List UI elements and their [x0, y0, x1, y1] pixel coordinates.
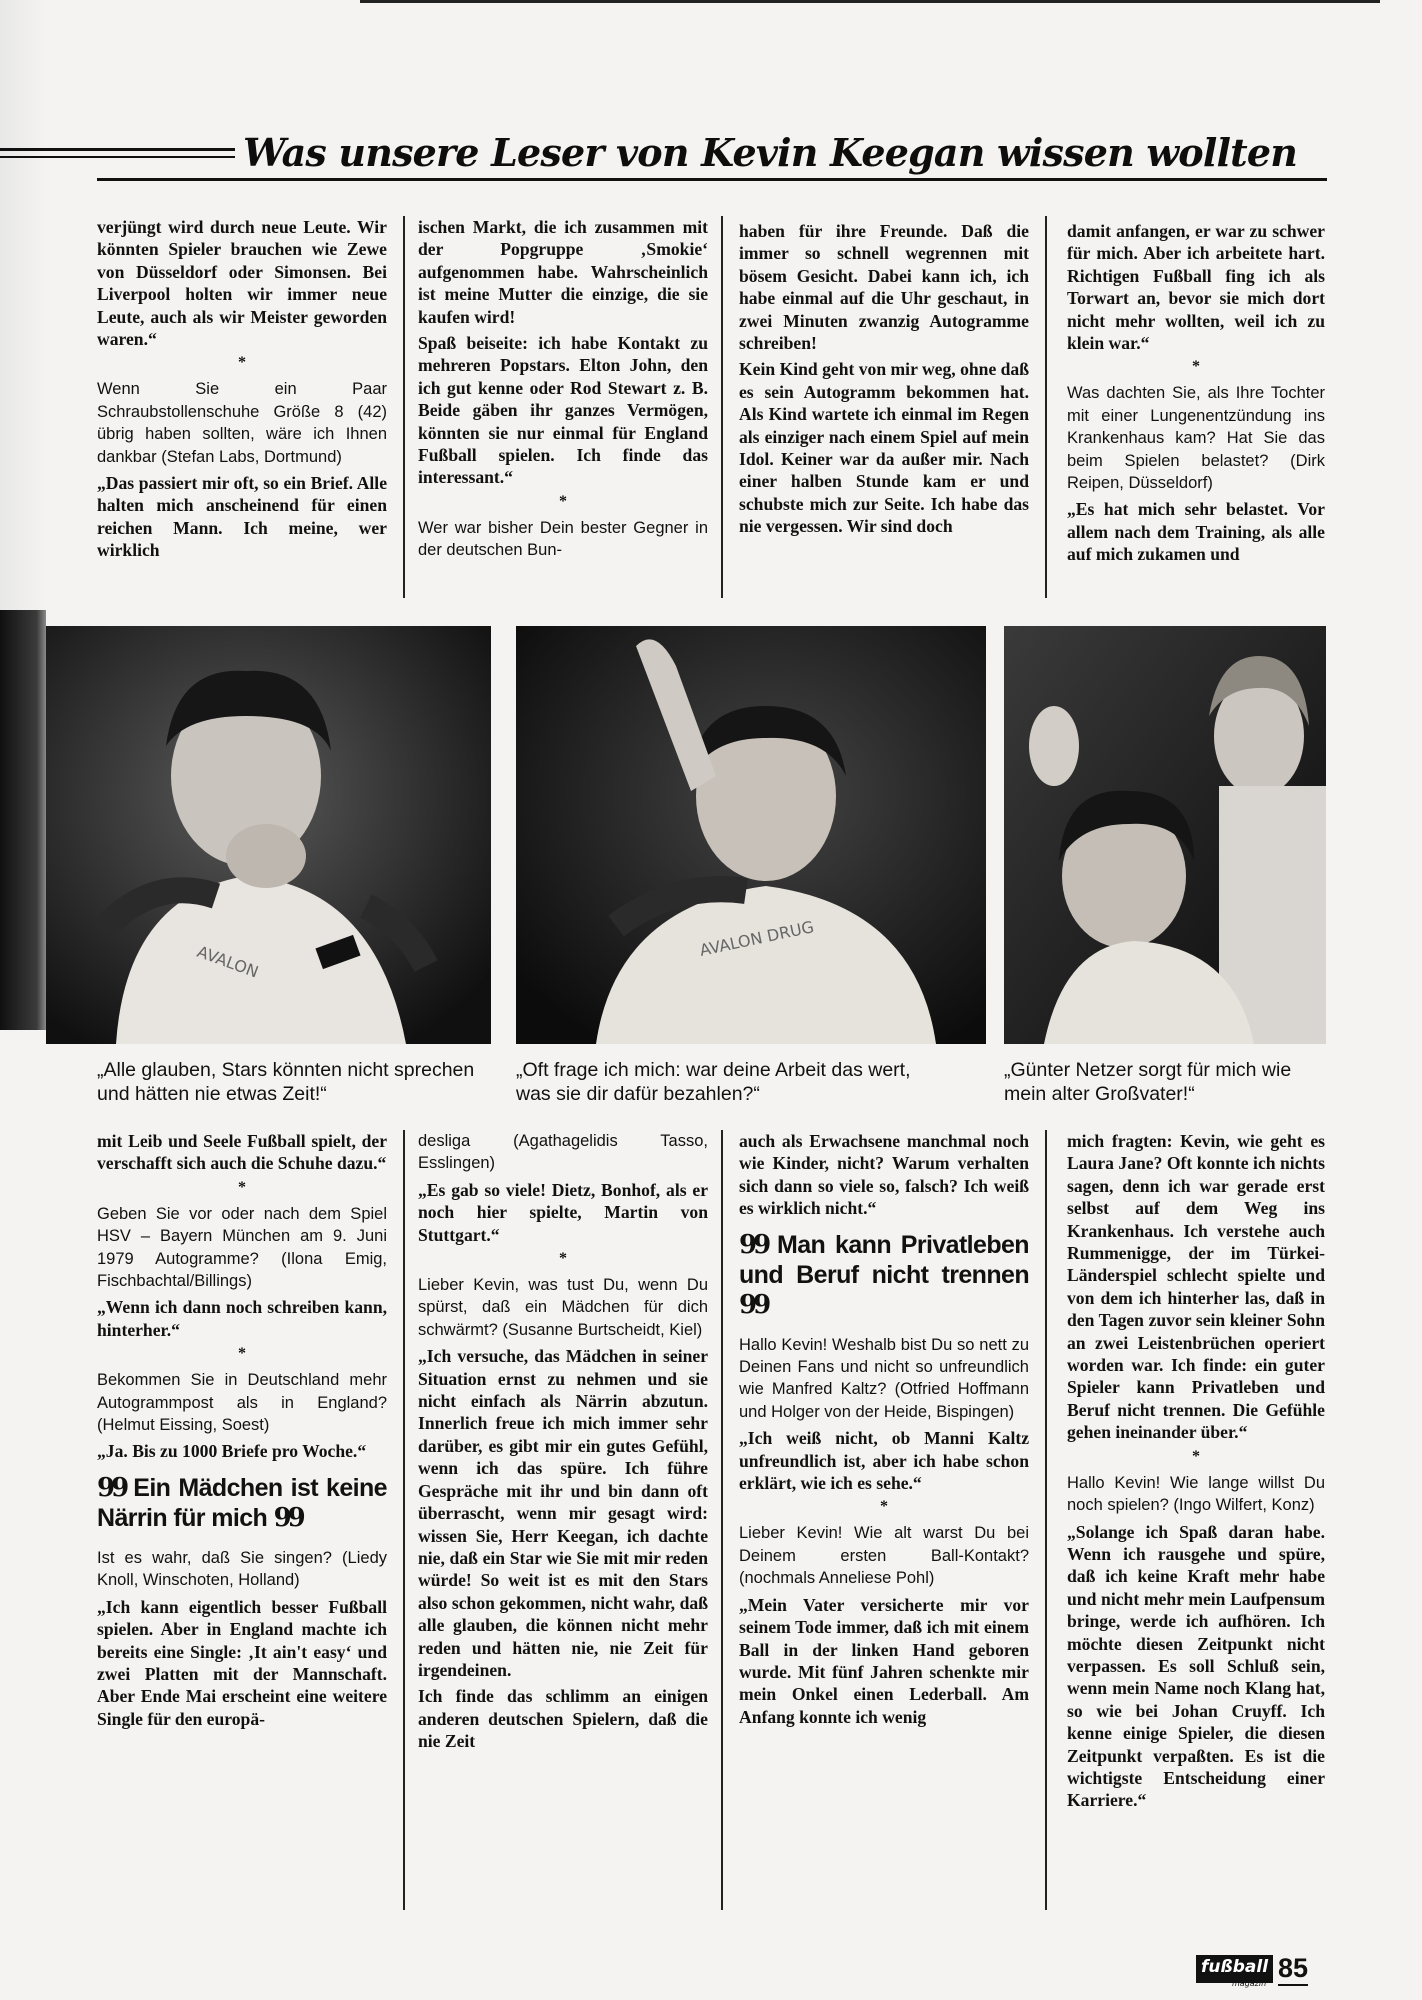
reader-question: Hallo Kevin! Wie lange willst Du noch spielen? (Ingo Wilfert, Konz): [1067, 1473, 1325, 1515]
separator-asterisk: *: [238, 1178, 246, 1196]
pull-quote: [97, 1473, 387, 1533]
quote-mark-open: 99: [97, 1472, 126, 1503]
column-divider: [1045, 1130, 1047, 1910]
keegan-answer: mich fragten: Kevin, wie geht es Laura Jane? Oft konnte ich nichts sagen, denn ich war gerade erst selbst auf dem Weg ins Krankenhaus. Ich verstehe auch Rummenigge, der im Türkei-Länderspiel schlecht spielte und von dem ich hinterher las, daß in den Tagen zuvor sein kleiner Sohn an zwei Leistenbrüchen operiert worden war. Ich finde: ein guter Spieler kann Privatleben und Beruf nicht trennen. Die Gefühle gehen ineinander über.“: [1067, 1131, 1325, 1443]
keegan-answer: „Wenn ich dann noch schreiben kann, hinterher.“: [97, 1297, 387, 1340]
bottom-column-3: [739, 1130, 1029, 1732]
keegan-answer: haben für ihre Freunde. Daß die immer so schnell wegrennen mit bösem Gesicht. Dabei kann ich, ich habe einmal auf die Uhr geschaut, in zwei Minuten zwanzig Autogramme schreiben!: [739, 221, 1029, 354]
top-column-3: [739, 220, 1029, 542]
reader-question: Geben Sie vor oder nach dem Spiel HSV – Bayern München am 9. Juni 1979 Autogramme? (Ilona Emig, Fischbachtal/Billings): [97, 1204, 387, 1291]
reader-question: Lieber Kevin, was tust Du, wenn Du spürst, daß ein Mädchen für dich schwärmt? (Susanne Burtscheidt, Kiel): [418, 1276, 708, 1339]
pull-quote-text: Ein Mädchen ist keine Närrin für mich: [97, 1473, 387, 1532]
headline-left-rule: [0, 148, 235, 151]
quote-mark-close: 99: [739, 1289, 768, 1320]
top-column-1: [97, 216, 387, 566]
photo-keegan-netzer: [1004, 626, 1326, 1044]
column-divider: [403, 1130, 405, 1910]
keegan-answer: „Ich weiß nicht, ob Manni Kaltz unfreundlich ist, aber ich habe schon erklärt, wie ich es sehe.“: [739, 1428, 1029, 1494]
separator-asterisk: *: [238, 1345, 246, 1363]
separator-asterisk: *: [1192, 1447, 1200, 1465]
separator-asterisk: *: [1192, 358, 1200, 376]
keegan-answer: verjüngt wird durch neue Leute. Wir könnten Spieler brauchen wie Zewe von Düsseldorf oder Simonsen. Bei Liverpool holten wir immer neue Leute, auch als wir Meister geworden waren.“: [97, 217, 387, 350]
reader-question: Bekommen Sie in Deutschland mehr Autogrammpost als in England? (Helmut Eissing, Soest): [97, 1371, 387, 1435]
page-headline: Was unsere Leser von Kevin Keegan wissen wollten: [243, 130, 1298, 175]
bottom-column-1: [97, 1130, 387, 1734]
bottom-column-4: [1067, 1130, 1325, 1816]
keegan-answer: auch als Erwachsene manchmal noch wie Kinder, nicht? Warum verhalten sich dann so viele so, falsch? Ich weiß es wirklich nicht.“: [739, 1131, 1029, 1219]
separator-asterisk: *: [559, 492, 567, 510]
column-divider: [721, 1130, 723, 1910]
photo-caption-1: „Alle glauben, Stars könnten nicht sprechen und hätten nie etwas Zeit!“: [97, 1059, 475, 1105]
magazine-brand-sub: magazin: [1232, 1979, 1267, 1988]
keegan-answer: „Mein Vater versicherte mir vor seinem Tode immer, daß ich mit einem Ball in der linken Hand geboren wurde. Mit fünf Jahren schenkte mir mein Onkel einen Lederball. Am Anfang konnte ich wenig: [739, 1594, 1029, 1727]
column-divider: [1045, 216, 1047, 598]
keegan-answer: Kein Kind geht von mir weg, ohne daß es sein Autogramm bekommen hat. Als Kind wartete ich einmal im Regen als einziger nach einem Spiel auf mein Idol. Keiner war da außer mir. Nach einer halben Stunde kam er und schubste mich zur Seite. Ich habe das nie vergessen. Wir sind doch: [739, 359, 1030, 537]
reader-question: Lieber Kevin! Wie alt warst Du bei Deinem ersten Ball-Kontakt? (nochmals Anneliese Pohl): [739, 1524, 1029, 1588]
keegan-answer: mit Leib und Seele Fußball spielt, der verschafft sich auch die Schuhe dazu.“: [97, 1131, 387, 1174]
top-column-2: [418, 216, 708, 566]
keegan-answer: Spaß beiseite: ich habe Kontakt zu mehreren Popstars. Elton John, den ich gut kenne oder Rod Stewart z. B. Beide gäben ihr ganzes Vermögen, könnten sie nur einmal für England Fußball spielen. Ich finde das interessant.“: [418, 333, 708, 488]
keegan-answer: Ich finde das schlimm an einigen anderen deutschen Spielern, daß die nie Zeit: [418, 1686, 708, 1752]
headline-underline: [97, 178, 1327, 181]
shirt-print: AVALON: [194, 941, 261, 982]
pull-quote-text: Man kann Privatleben und Beruf nicht trennen: [739, 1230, 1029, 1289]
keegan-answer: „Es hat mich sehr belastet. Vor allem nach dem Training, als alle auf mich zukamen und: [1067, 499, 1325, 565]
reader-question: Was dachten Sie, als Ihre Tochter mit einer Lungenentzündung ins Krankenhaus kam? Hat Sie das beim Spielen belastet? (Dirk Reipen, Düsseldorf): [1067, 384, 1325, 493]
keegan-answer: „Ja. Bis zu 1000 Briefe pro Woche.“: [97, 1441, 367, 1462]
photo-caption-2: „Oft frage ich mich: war deine Arbeit das wert, was sie dir dafür bezahlen?“: [516, 1059, 911, 1105]
reader-question: Wenn Sie ein Paar Schraubstollenschuhe Größe 8 (42) übrig haben sollten, wäre ich Ihnen dankbar (Stefan Labs, Dortmund): [97, 380, 387, 466]
column-divider: [721, 216, 723, 598]
top-column-4: [1067, 220, 1325, 570]
reader-question: Ist es wahr, daß Sie singen? (Liedy Knoll, Winschoten, Holland): [97, 1548, 387, 1590]
keegan-answer: „Solange ich Spaß daran habe. Wenn ich rausgehe und spüre, daß ich keine Kraft mehr habe und nicht mehr mein Laufpensum bringe, werde ich aufhören. Ich möchte diesen Zeitpunkt nicht verpassen. Es soll Schluß sein, wenn mein Name noch Klang hat, so wie bei Johan Cruyff. Ich kenne einige Spieler, die diesen Zeitpunkt verpaßten. Es ist die wichtigste Entscheidung einer Karriere.“: [1067, 1521, 1325, 1811]
keegan-answer: „Ich kann eigentlich besser Fußball spielen. Aber in England machte ich bereits eine Single: ‚It ain't easy‘ und zwei Platten mit der Mannschaft. Aber Ende Mai erscheint eine weitere Single für den europä-: [97, 1596, 387, 1729]
quote-mark-open: 99: [739, 1229, 768, 1260]
keegan-answer: „Es gab so viele! Dietz, Bonhof, als er noch hier spielte, Martin von Stuttgart.“: [418, 1179, 708, 1245]
reader-question: Hallo Kevin! Weshalb bist Du so nett zu Deinen Fans und nicht so unfreundlich wie Manfred Kaltz? (Otfried Hoffmann und Holger von der Heide, Bispingen): [739, 1335, 1029, 1421]
magazine-brand: fußball: [1196, 1955, 1273, 1983]
quote-mark-close: 99: [273, 1502, 302, 1533]
keegan-answer: „Das passiert mir oft, so ein Brief. Alle halten mich anscheinend für einen reichen Mann. Ich meine, wer wirklich: [97, 473, 387, 561]
separator-asterisk: *: [559, 1250, 567, 1268]
page-gutter-shadow: [0, 610, 46, 1030]
top-rule: [360, 0, 1380, 3]
column-divider: [403, 216, 405, 598]
headline-left-rule-2: [0, 156, 235, 158]
photo-keegan-2: [516, 626, 986, 1044]
reader-question: Wer war bisher Dein bester Gegner in der deutschen Bun-: [418, 518, 708, 560]
keegan-answer: damit anfangen, er war zu schwer für mich. Aber ich arbeitete hart. Richtigen Fußball fing ich als Torwart an, bevor sie mich dort nicht mehr wollten, weil ich zu klein war.“: [1067, 221, 1325, 354]
page-gutter-light: [0, 0, 46, 610]
shirt-print: AVALON DRUG: [697, 917, 816, 960]
keegan-answer: ischen Markt, die ich zusammen mit der Popgruppe ‚Smokie‘ aufgenommen habe. Wahrscheinlich ist meine Mutter die einzige, die sie kaufen wird!: [418, 217, 708, 327]
photo-keegan-1: [46, 626, 491, 1044]
separator-asterisk: *: [880, 1498, 888, 1516]
page-number: 85: [1278, 1953, 1308, 1986]
bottom-column-2: [418, 1130, 708, 1757]
keegan-answer: „Ich versuche, das Mädchen in seiner Situation ernst zu nehmen und sie nicht einfach als Närrin abzutun. Innerlich freue ich mich immer sehr darüber, es gibt mir ein gutes Gefühl, wenn ich das spüre. Ich führe Gespräche mit ihr und bin dann oft überrascht, wenn mir gesagt wird: wissen Sie, Herr Keegan, ich dachte nie, daß ein Star wie Sie mit mir reden würde! So weit ist es mit den Stars also schon gekommen, nicht wahr, daß alle glauben, die können nicht mehr reden und hätten nie, nie Zeit für irgendeinen.: [418, 1346, 708, 1680]
reader-question: desliga (Agathagelidis Tasso, Esslingen): [418, 1132, 708, 1173]
photo-caption-3: „Günter Netzer sorgt für mich wie mein alter Großvater!“: [1004, 1059, 1292, 1105]
pull-quote: [739, 1230, 1029, 1320]
separator-asterisk: *: [238, 354, 246, 372]
